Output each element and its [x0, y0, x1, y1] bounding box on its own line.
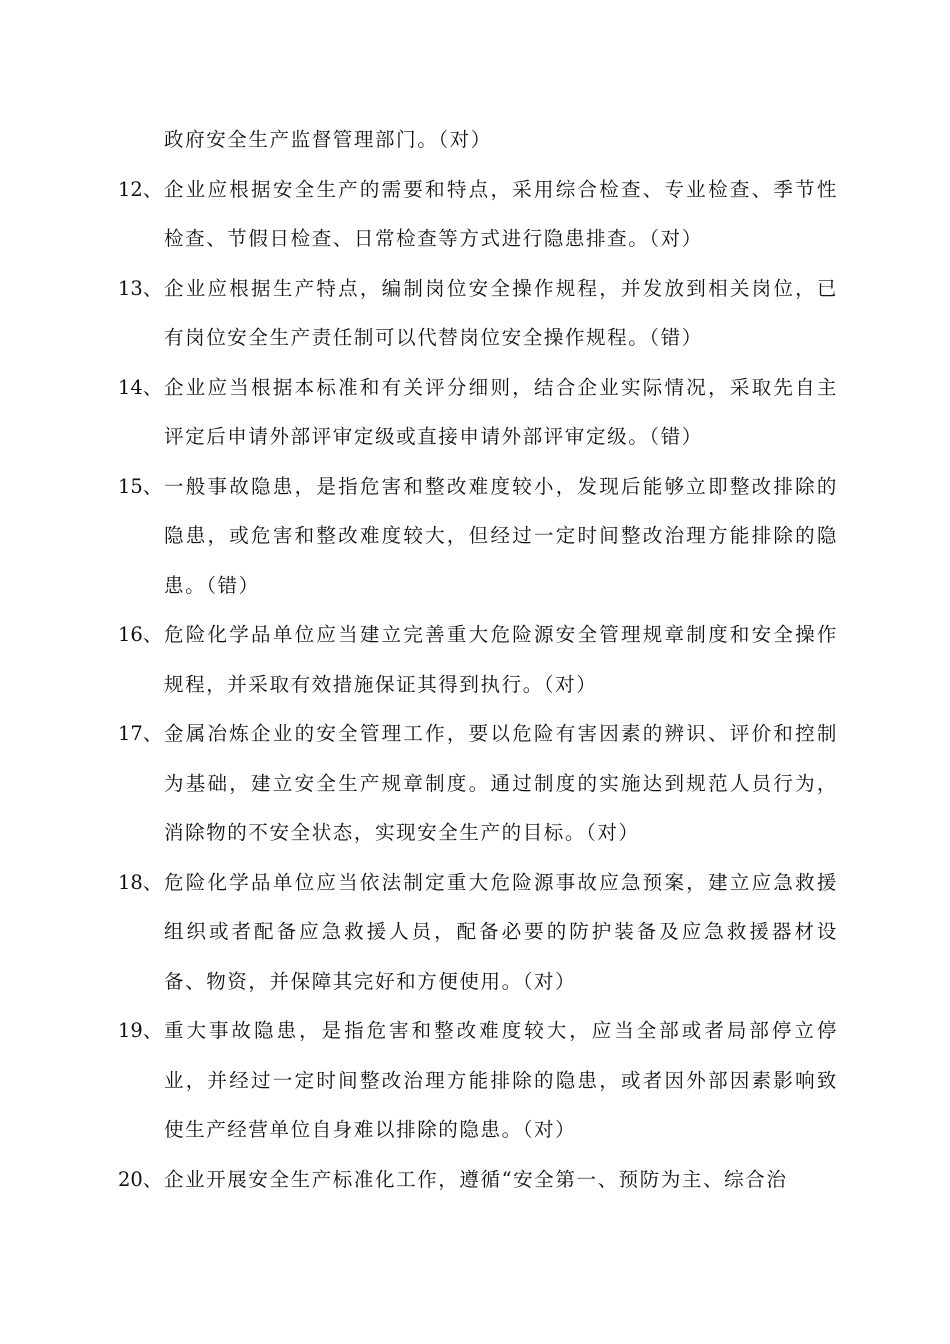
list-item: [118, 165, 838, 264]
list-item: [118, 1006, 838, 1155]
item-text: 危险化学品单位应当依法制定重大危险源事故应急预案，建立应急救援组织或者配备应急救援人员，配备必要的防护装备及应急救援器材设备、物资，并保障其完好和方便使用。（对）: [164, 870, 838, 993]
item-number: 15、: [118, 474, 163, 498]
item-number: 20、: [118, 1167, 163, 1191]
item-text: 危险化学品单位应当建立完善重大危险源安全管理规章制度和安全操作规程，并采取有效措施保证其得到执行。（对）: [164, 623, 838, 696]
item-number: 16、: [118, 623, 163, 646]
item-text: 企业应根据生产特点，编制岗位安全操作规程，并发放到相关岗位，已有岗位安全生产责任制可以代替岗位安全操作规程。（错）: [164, 276, 838, 349]
item-number: 12、: [118, 177, 163, 201]
list-item: [118, 709, 838, 858]
list-item: [118, 1155, 838, 1205]
item-text: 企业应根据安全生产的需要和特点，采用综合检查、专业检查、季节性检查、节假日检查、日常检查等方式进行隐患排查。（对）: [164, 177, 838, 250]
item-text: 一般事故隐患，是指危害和整改难度较小，发现后能够立即整改排除的隐患，或危害和整改难度较大，但经过一定时间整改治理方能排除的隐患。（错）: [164, 474, 838, 597]
item-number: 17、: [118, 722, 163, 745]
continuation-line: 政府安全生产监督管理部门。（对）: [164, 128, 492, 151]
list-item: [118, 264, 838, 363]
item-number: 18、: [118, 870, 163, 894]
list-item: [118, 858, 838, 1007]
item-number: 19、: [118, 1019, 163, 1042]
item-number: 13、: [118, 276, 163, 300]
item-text: 企业应当根据本标准和有关评分细则，结合企业实际情况，采取先自主评定后申请外部评审定级或直接申请外部评审定级。（错）: [164, 375, 838, 448]
item-text: 金属冶炼企业的安全管理工作，要以危险有害因素的辨识、评价和控制为基础，建立安全生产规章制度。通过制度的实施达到规范人员行为，消除物的不安全状态，实现安全生产的目标。（对）: [164, 722, 838, 844]
item-text: 重大事故隐患，是指危害和整改难度较大，应当全部或者局部停立停业，并经过一定时间整改治理方能排除的隐患，或者因外部因素影响致使生产经营单位自身难以排除的隐患。（对）: [164, 1019, 838, 1141]
list-item: [118, 363, 838, 462]
list-item: [118, 610, 838, 709]
item-text: 企业开展安全生产标准化工作，遵循“安全第一、预防为主、综合治: [164, 1167, 788, 1191]
list-item: [118, 462, 838, 611]
question-list: [118, 115, 838, 1204]
item-number: 14、: [118, 375, 163, 399]
